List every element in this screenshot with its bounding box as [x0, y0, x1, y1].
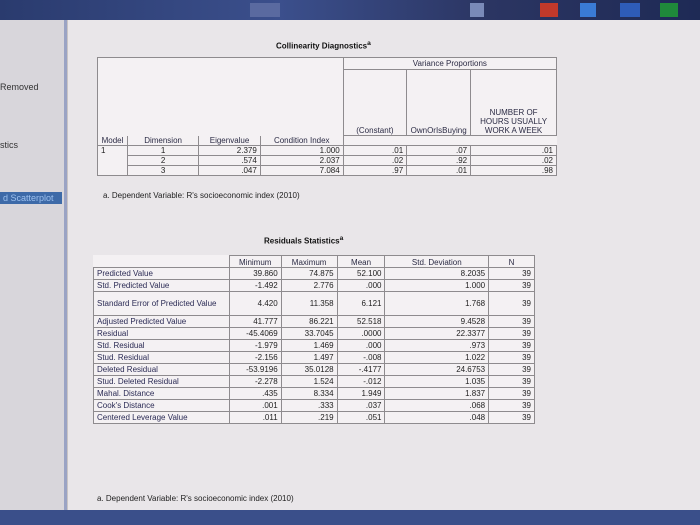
- n-cell: 39: [489, 328, 535, 340]
- std-deviation-cell: 1.837: [385, 388, 489, 400]
- table-row: [94, 268, 535, 280]
- maximum-cell: 74.875: [281, 268, 337, 280]
- maximum-cell: .219: [281, 412, 337, 424]
- mean-cell: .037: [337, 400, 385, 412]
- col-std-deviation: Std. Deviation: [385, 256, 489, 268]
- n-cell: 39: [489, 388, 535, 400]
- mean-cell: .0000: [337, 328, 385, 340]
- std-deviation-cell: 1.768: [385, 292, 489, 316]
- std-deviation-cell: 9.4528: [385, 316, 489, 328]
- mean-cell: 52.518: [337, 316, 385, 328]
- mean-cell: .000: [337, 280, 385, 292]
- n-cell: 39: [489, 352, 535, 364]
- maximum-cell: 11.358: [281, 292, 337, 316]
- maximum-cell: .333: [281, 400, 337, 412]
- taskbar-app-icon[interactable]: [660, 3, 678, 17]
- taskbar-app-icon[interactable]: [540, 3, 558, 17]
- hours-cell: .02: [471, 155, 557, 165]
- eigenvalue-cell: .047: [199, 165, 261, 175]
- mean-cell: -.4177: [337, 364, 385, 376]
- maximum-cell: 33.7045: [281, 328, 337, 340]
- minimum-cell: 39.860: [229, 268, 281, 280]
- dimension-cell: 3: [127, 165, 198, 175]
- minimum-cell: .435: [229, 388, 281, 400]
- row-label: Stud. Deleted Residual: [94, 376, 230, 388]
- col-own: OwnOrIsBuying: [407, 70, 471, 136]
- col-mean: Mean: [337, 256, 385, 268]
- condition-index-cell: 1.000: [260, 145, 343, 155]
- std-deviation-cell: .973: [385, 340, 489, 352]
- residuals-footnote: a. Dependent Variable: R's socioeconomic index (2010): [97, 494, 294, 503]
- table-row: [94, 364, 535, 376]
- constant-cell: .97: [343, 165, 406, 175]
- mean-cell: -.012: [337, 376, 385, 388]
- table-row: [94, 340, 535, 352]
- maximum-cell: 1.524: [281, 376, 337, 388]
- maximum-cell: 1.497: [281, 352, 337, 364]
- std-deviation-cell: 8.2035: [385, 268, 489, 280]
- col-model: Model: [98, 136, 128, 146]
- own-cell: .92: [407, 155, 471, 165]
- table-row: [94, 328, 535, 340]
- n-cell: 39: [489, 340, 535, 352]
- dimension-cell: 2: [127, 155, 198, 165]
- table-row: [94, 412, 535, 424]
- maximum-cell: 1.469: [281, 340, 337, 352]
- row-label: Stud. Residual: [94, 352, 230, 364]
- maximum-cell: 8.334: [281, 388, 337, 400]
- col-n: N: [489, 256, 535, 268]
- row-label: Predicted Value: [94, 268, 230, 280]
- row-label: Cook's Distance: [94, 400, 230, 412]
- constant-cell: .01: [343, 145, 406, 155]
- col-dimension: Dimension: [127, 136, 198, 146]
- minimum-cell: -1.979: [229, 340, 281, 352]
- row-label: Centered Leverage Value: [94, 412, 230, 424]
- table-row: [94, 280, 535, 292]
- constant-cell: .02: [343, 155, 406, 165]
- minimum-cell: -2.278: [229, 376, 281, 388]
- minimum-cell: 41.777: [229, 316, 281, 328]
- col-minimum: Minimum: [229, 256, 281, 268]
- residuals-title: Residuals Statistics$^a$: [264, 235, 344, 246]
- taskbar-app-icon[interactable]: [620, 3, 640, 17]
- n-cell: 39: [489, 412, 535, 424]
- table-row: [94, 292, 535, 316]
- col-hours: NUMBER OF HOURS USUALLY WORK A WEEK: [471, 70, 557, 136]
- mean-cell: .051: [337, 412, 385, 424]
- n-cell: 39: [489, 292, 535, 316]
- model-cell: 1: [98, 145, 128, 175]
- col-constant: (Constant): [343, 70, 406, 136]
- outline-item-removed[interactable]: Removed: [0, 82, 39, 92]
- table-row: [94, 376, 535, 388]
- status-bar: [0, 510, 700, 525]
- row-label: Residual: [94, 328, 230, 340]
- row-label: Adjusted Predicted Value: [94, 316, 230, 328]
- n-cell: 39: [489, 376, 535, 388]
- row-label: Std. Residual: [94, 340, 230, 352]
- n-cell: 39: [489, 280, 535, 292]
- outline-item-statistics[interactable]: stics: [0, 140, 18, 150]
- outline-pane: [0, 20, 67, 510]
- table-row: [98, 155, 557, 165]
- taskbar-app-icon[interactable]: [250, 3, 280, 17]
- row-label: Std. Predicted Value: [94, 280, 230, 292]
- std-deviation-cell: 1.035: [385, 376, 489, 388]
- table-row: [98, 165, 557, 175]
- minimum-cell: .011: [229, 412, 281, 424]
- mean-cell: -.008: [337, 352, 385, 364]
- residuals-table: [93, 255, 535, 424]
- table-row: [98, 145, 557, 155]
- hours-cell: .01: [471, 145, 557, 155]
- dimension-cell: 1: [127, 145, 198, 155]
- maximum-cell: 2.776: [281, 280, 337, 292]
- condition-index-cell: 2.037: [260, 155, 343, 165]
- minimum-cell: 4.420: [229, 292, 281, 316]
- minimum-cell: -2.156: [229, 352, 281, 364]
- maximum-cell: 86.221: [281, 316, 337, 328]
- collinearity-table: [97, 57, 557, 176]
- std-deviation-cell: 24.6753: [385, 364, 489, 376]
- row-label: Mahal. Distance: [94, 388, 230, 400]
- own-cell: .07: [407, 145, 471, 155]
- minimum-cell: -45.4069: [229, 328, 281, 340]
- row-label: Deleted Residual: [94, 364, 230, 376]
- taskbar-app-icon[interactable]: [580, 3, 596, 17]
- std-deviation-cell: 22.3377: [385, 328, 489, 340]
- taskbar-app-icon[interactable]: [470, 3, 484, 17]
- n-cell: 39: [489, 400, 535, 412]
- mean-cell: 6.121: [337, 292, 385, 316]
- outline-item-scatterplot[interactable]: d Scatterplot: [0, 192, 62, 204]
- std-deviation-cell: 1.000: [385, 280, 489, 292]
- collinearity-title: Collinearity Diagnostics$^a$: [276, 40, 371, 51]
- mean-cell: 52.100: [337, 268, 385, 280]
- col-condition-index: Condition Index: [260, 136, 343, 146]
- eigenvalue-cell: .574: [199, 155, 261, 165]
- col-eigenvalue: Eigenvalue: [199, 136, 261, 146]
- minimum-cell: .001: [229, 400, 281, 412]
- row-label: Standard Error of Predicted Value: [94, 292, 230, 316]
- condition-index-cell: 7.084: [260, 165, 343, 175]
- table-row: [94, 316, 535, 328]
- mean-cell: .000: [337, 340, 385, 352]
- mean-cell: 1.949: [337, 388, 385, 400]
- std-deviation-cell: .048: [385, 412, 489, 424]
- n-cell: 39: [489, 268, 535, 280]
- own-cell: .01: [407, 165, 471, 175]
- n-cell: 39: [489, 364, 535, 376]
- table-row: [94, 400, 535, 412]
- maximum-cell: 35.0128: [281, 364, 337, 376]
- hours-cell: .98: [471, 165, 557, 175]
- taskbar: [0, 0, 700, 20]
- col-maximum: Maximum: [281, 256, 337, 268]
- table-row: [94, 388, 535, 400]
- variance-proportions-header: Variance Proportions: [343, 58, 556, 70]
- collinearity-footnote: a. Dependent Variable: R's socioeconomic index (2010): [103, 191, 300, 200]
- n-cell: 39: [489, 316, 535, 328]
- std-deviation-cell: 1.022: [385, 352, 489, 364]
- table-row: [94, 352, 535, 364]
- minimum-cell: -53.9196: [229, 364, 281, 376]
- minimum-cell: -1.492: [229, 280, 281, 292]
- std-deviation-cell: .068: [385, 400, 489, 412]
- eigenvalue-cell: 2.379: [199, 145, 261, 155]
